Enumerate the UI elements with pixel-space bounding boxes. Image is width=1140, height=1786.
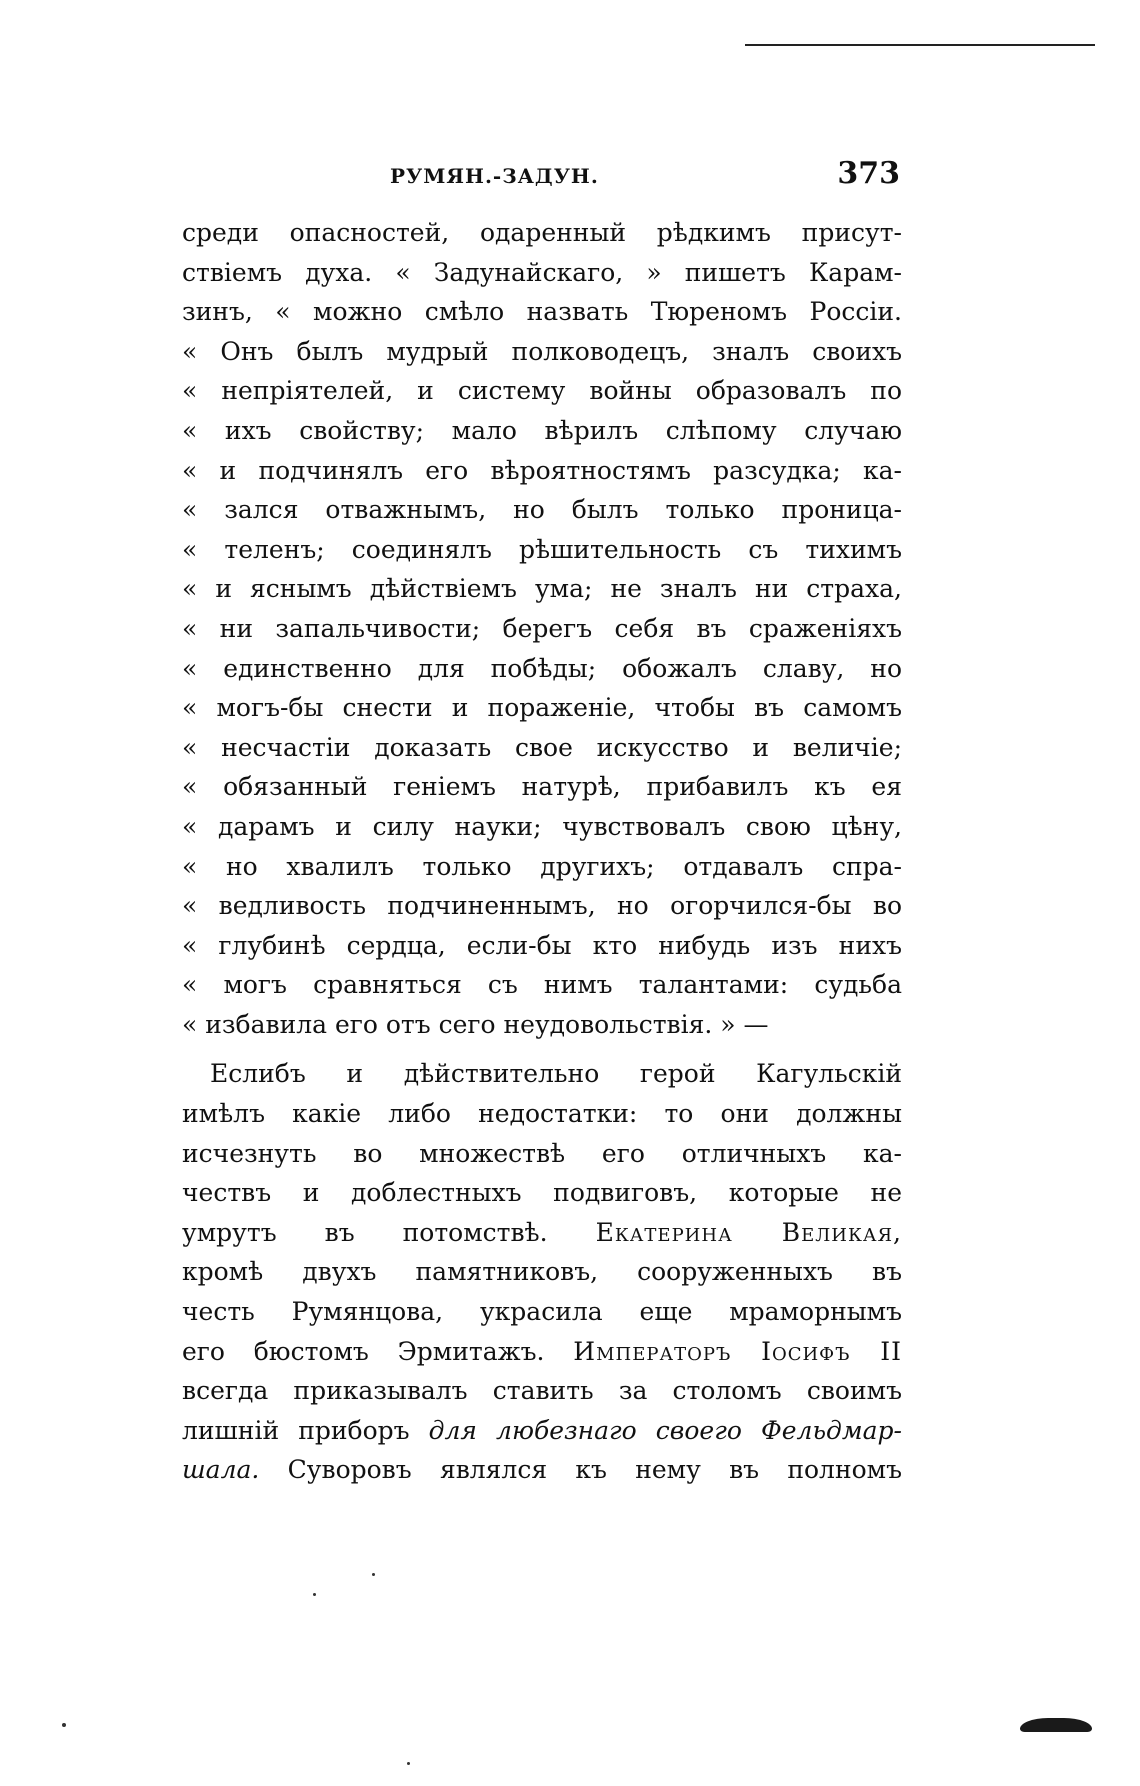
text-line: Еслибъ и дѣйствительно герой Кагульскій [210, 1059, 902, 1089]
text-segment: Суворовъ являлся къ нему въ полномъ [287, 1455, 903, 1485]
text-line: « Онъ былъ мудрый полководецъ, зналъ своихъ [182, 336, 902, 366]
text-line: « ихъ свойству; мало вѣрилъ слѣпому случаю [182, 415, 902, 445]
text-line: исчезнуть во множествѣ его отличныхъ ка- [182, 1138, 902, 1168]
body-text [182, 213, 902, 1490]
paragraph-gap [182, 1044, 902, 1054]
running-head: РУМЯН.-ЗАДУН. [390, 164, 599, 188]
italic-quote: шала. [182, 1455, 260, 1485]
ink-speck [313, 1593, 316, 1596]
text-line-mixed [182, 1213, 902, 1253]
text-line: « ведливость подчиненнымъ, но огорчился-бы во [182, 891, 902, 921]
text-line: « дарамъ и силу науки; чувствовалъ свою цѣну, [182, 811, 902, 841]
text-line: « могъ-бы снести и пораженіе, чтобы въ самомъ [182, 693, 902, 723]
text-line: « глубинѣ сердца, если-бы кто нибудь изъ нихъ [182, 930, 902, 960]
name-empress: Екатерина Великая, [595, 1217, 902, 1247]
text-line: среди опасностей, одаренный рѣдкимъ присут- [182, 218, 902, 247]
text-line: честь Румянцова, украсила еще мраморнымъ [182, 1297, 902, 1327]
text-line-mixed [182, 1450, 902, 1490]
ink-speck [372, 1573, 375, 1576]
text-line: « теленъ; соединялъ рѣшительность съ тихимъ [182, 534, 902, 564]
text-line: « зался отважнымъ, но былъ только проница- [182, 495, 902, 525]
text-line: « несчастіи доказать свое искусство и величіе; [182, 732, 902, 762]
text-line: « и яснымъ дѣйствіемъ ума; не зналъ ни страха, [182, 574, 902, 604]
text-line: « и подчинялъ его вѣроятностямъ разсудка; ка- [182, 455, 902, 485]
ink-blot [1020, 1718, 1092, 1732]
page-number: 373 [837, 156, 900, 191]
ink-speck [62, 1723, 66, 1727]
italic-quote: для любезнаго своего Фельдмар- [428, 1415, 902, 1445]
text-line: « ни запальчивости; берегъ себя въ сраженіяхъ [182, 613, 902, 643]
name-emperor: Императоръ Іосифъ II [573, 1336, 902, 1366]
text-line: « обязанный геніемъ натурѣ, прибавилъ къ ея [182, 772, 902, 802]
text-line: « но хвалилъ только другихъ; отдавалъ спра- [182, 851, 902, 881]
text-line: имѣлъ какіе либо недостатки: то они должны [182, 1099, 902, 1129]
text-line: чествъ и доблестныхъ подвиговъ, которые не [182, 1178, 902, 1208]
text-segment: лишній приборъ [182, 1415, 410, 1445]
top-rule-line [745, 44, 1095, 46]
ink-speck [407, 1762, 410, 1765]
text-line: кромѣ двухъ памятниковъ, сооруженныхъ въ [182, 1257, 902, 1287]
text-line: « непріятелей, и систему войны образовалъ по [182, 376, 902, 406]
text-line: всегда приказывалъ ставить за столомъ своимъ [182, 1376, 902, 1406]
text-line: зинъ, « можно смѣло назвать Тюреномъ Россіи. [182, 297, 902, 327]
text-line: « могъ сравняться съ нимъ талантами: судьба [182, 970, 902, 1000]
text-line-mixed [182, 1411, 902, 1451]
text-segment: его бюстомъ Эрмитажъ. [182, 1336, 545, 1366]
text-line: ствіемъ духа. « Задунайскаго, » пишетъ Карам- [182, 257, 902, 287]
text-line-mixed [182, 1332, 902, 1372]
text-line: « избавила его отъ сего неудовольствія. » — [182, 1009, 769, 1039]
text-line: « единственно для побѣды; обожалъ славу, но [182, 653, 902, 683]
page-header [180, 156, 900, 196]
text-segment: умрутъ въ потомствѣ. [182, 1217, 548, 1247]
